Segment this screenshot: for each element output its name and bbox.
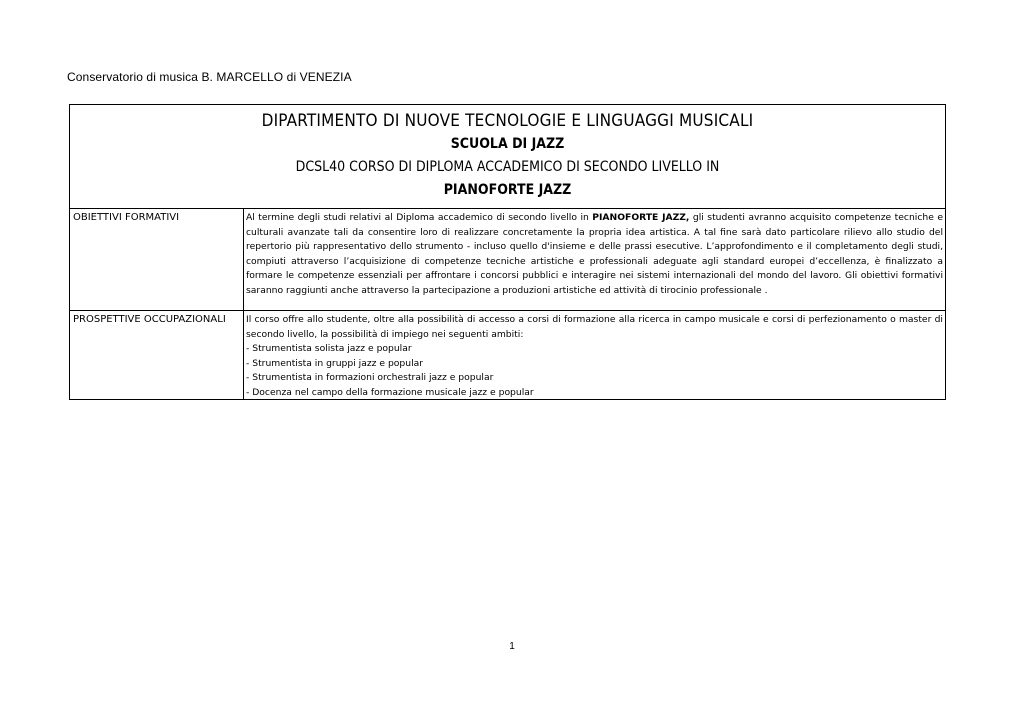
institution-header: Conservatorio di musica B. MARCELLO di VENEZIA — [67, 70, 352, 84]
table-row-career — [70, 310, 945, 399]
career-label: PROSPETTIVE OCCUPAZIONALI — [70, 311, 244, 399]
title-block — [70, 105, 945, 209]
objectives-text-end: gli studenti avranno acquisito competenze tecniche e culturali avanzate tali da consentire loro di realizzare concretamente la propria idea artistica. A tal fine sarà dato particolare rilievo allo studio del repertorio più rappresentativo dello strumento - incluso quello d'insieme e delle prassi esecutive. L’approfondimento e il completamento degli studi, compiuti attraverso l’acquisizione di competenze tecniche artistiche e professionali adeguate agli standard europei d’eccellenza, è finalizzato a formare le competenze essenziali per affrontare i concorsi pubblici e interagire nei sistemi internazionali del mondo del lavoro. Gli obiettivi formativi saranno raggiunti anche attraverso la partecipazione a produzioni artistiche ed attività di tirocinio professionale . — [246, 212, 943, 296]
objectives-text-start: Al termine degli studi relativi al Diploma accademico di secondo livello in — [246, 212, 593, 223]
school-title: SCUOLA DI JAZZ — [450, 136, 565, 152]
objectives-text-bold: PIANOFORTE JAZZ, — [592, 212, 690, 223]
list-item: - Docenza nel campo della formazione musicale jazz e popular — [246, 386, 534, 398]
instrument-title: PIANOFORTE JAZZ — [443, 182, 572, 198]
career-text — [244, 311, 945, 399]
department-title: DIPARTIMENTO DI NUOVE TECNOLOGIE E LINGUAGGI MUSICALI — [261, 111, 754, 131]
list-item: - Strumentista in gruppi jazz e popular — [246, 357, 424, 369]
course-title: DCSL40 CORSO DI DIPLOMA ACCADEMICO DI SECONDO LIVELLO IN — [295, 159, 720, 175]
objectives-text — [244, 209, 945, 310]
course-table — [69, 104, 946, 400]
list-item: - Strumentista in formazioni orchestrali jazz e popular — [246, 372, 494, 384]
objectives-label: OBIETTIVI FORMATIVI — [70, 209, 244, 310]
page-number: 1 — [509, 641, 515, 652]
table-row-objectives — [70, 209, 945, 310]
career-intro: Il corso offre allo studente, oltre alla possibilità di accesso a corsi di formazione alla ricerca in campo musicale e corsi di perfezionamento o master di secondo livello, la possibilità di impiego nei seguenti ambiti: — [246, 314, 943, 340]
list-item: - Strumentista solista jazz e popular — [246, 343, 412, 355]
